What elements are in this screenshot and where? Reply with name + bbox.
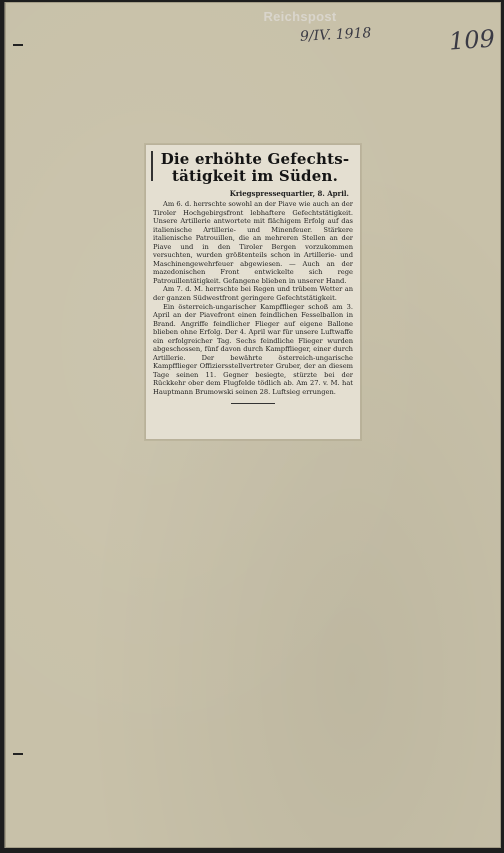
handwritten-date: 9/IV. 1918 [299,25,372,45]
newspaper-clipping [145,144,361,440]
article-headline: Die erhöhte Gefechts-tätigkeit im Süden. [160,150,350,185]
article-paragraph-3: Ein österreich-ungarischer Kampfflieger schoß am 3. April an der Piavefront einen feindlichen Fesselballon in Brand. Angriffe feindlicher Flieger auf eigene Ballone blieben ohne Erfolg. Der 4. April war für unsere Luftwaffe ein erfolgreicher Tag. Sechs feindliche Flieger wurden abgeschossen, fünf davon durch Kampfflieger, einer durch Artillerie. Der bewährte österreich-ungarische Kampfflieger Offiziersstellvertreter Gruber, der an diesem Tage seinen 11. Gegner besiegte, stürzte bei der Rückkehr ober dem Flugfelde tödlich ab. Am 27. v. M. hat Hauptmann Brumowski seinen 28. Luftsieg errungen. [153,302,353,397]
end-rule [231,403,275,404]
punch-mark-top [13,44,23,46]
clipping-margin-mark [151,151,153,181]
archive-page [4,2,501,848]
article-paragraph-1: Am 6. d. herrschte sowohl an der Piave wie auch an der Tiroler Hochgebirgsfront lebhaftere Gefechtstätigkeit. Unsere Artillerie antwortete mit flächigem Erfolg auf das italienische Artillerie- und Minenfeuer. Stärkere italienische Patrouillen, die an mehreren Stellen an der Piave und in den Tiroler Bergen vorzukommen versuchten, wurden größtenteils schon in Artillerie- und Maschinengewehrfeuer abgewiesen. — Auch an der mazedonischen Front entwickelte sich rege Patrouillentätigkeit. Gefangene blieben in unserer Hand. [153,200,353,285]
page-number: 109 [448,24,496,56]
punch-mark-bottom [13,753,23,755]
newspaper-stamp: Reichspost [263,9,337,24]
article-paragraph-2: Am 7. d. M. herrschte bei Regen und trübem Wetter an der ganzen Südwestfront geringere Gefechtstätigkeit. [153,285,353,303]
article-dateline: Kriegspressequartier, 8. April. [229,189,349,198]
